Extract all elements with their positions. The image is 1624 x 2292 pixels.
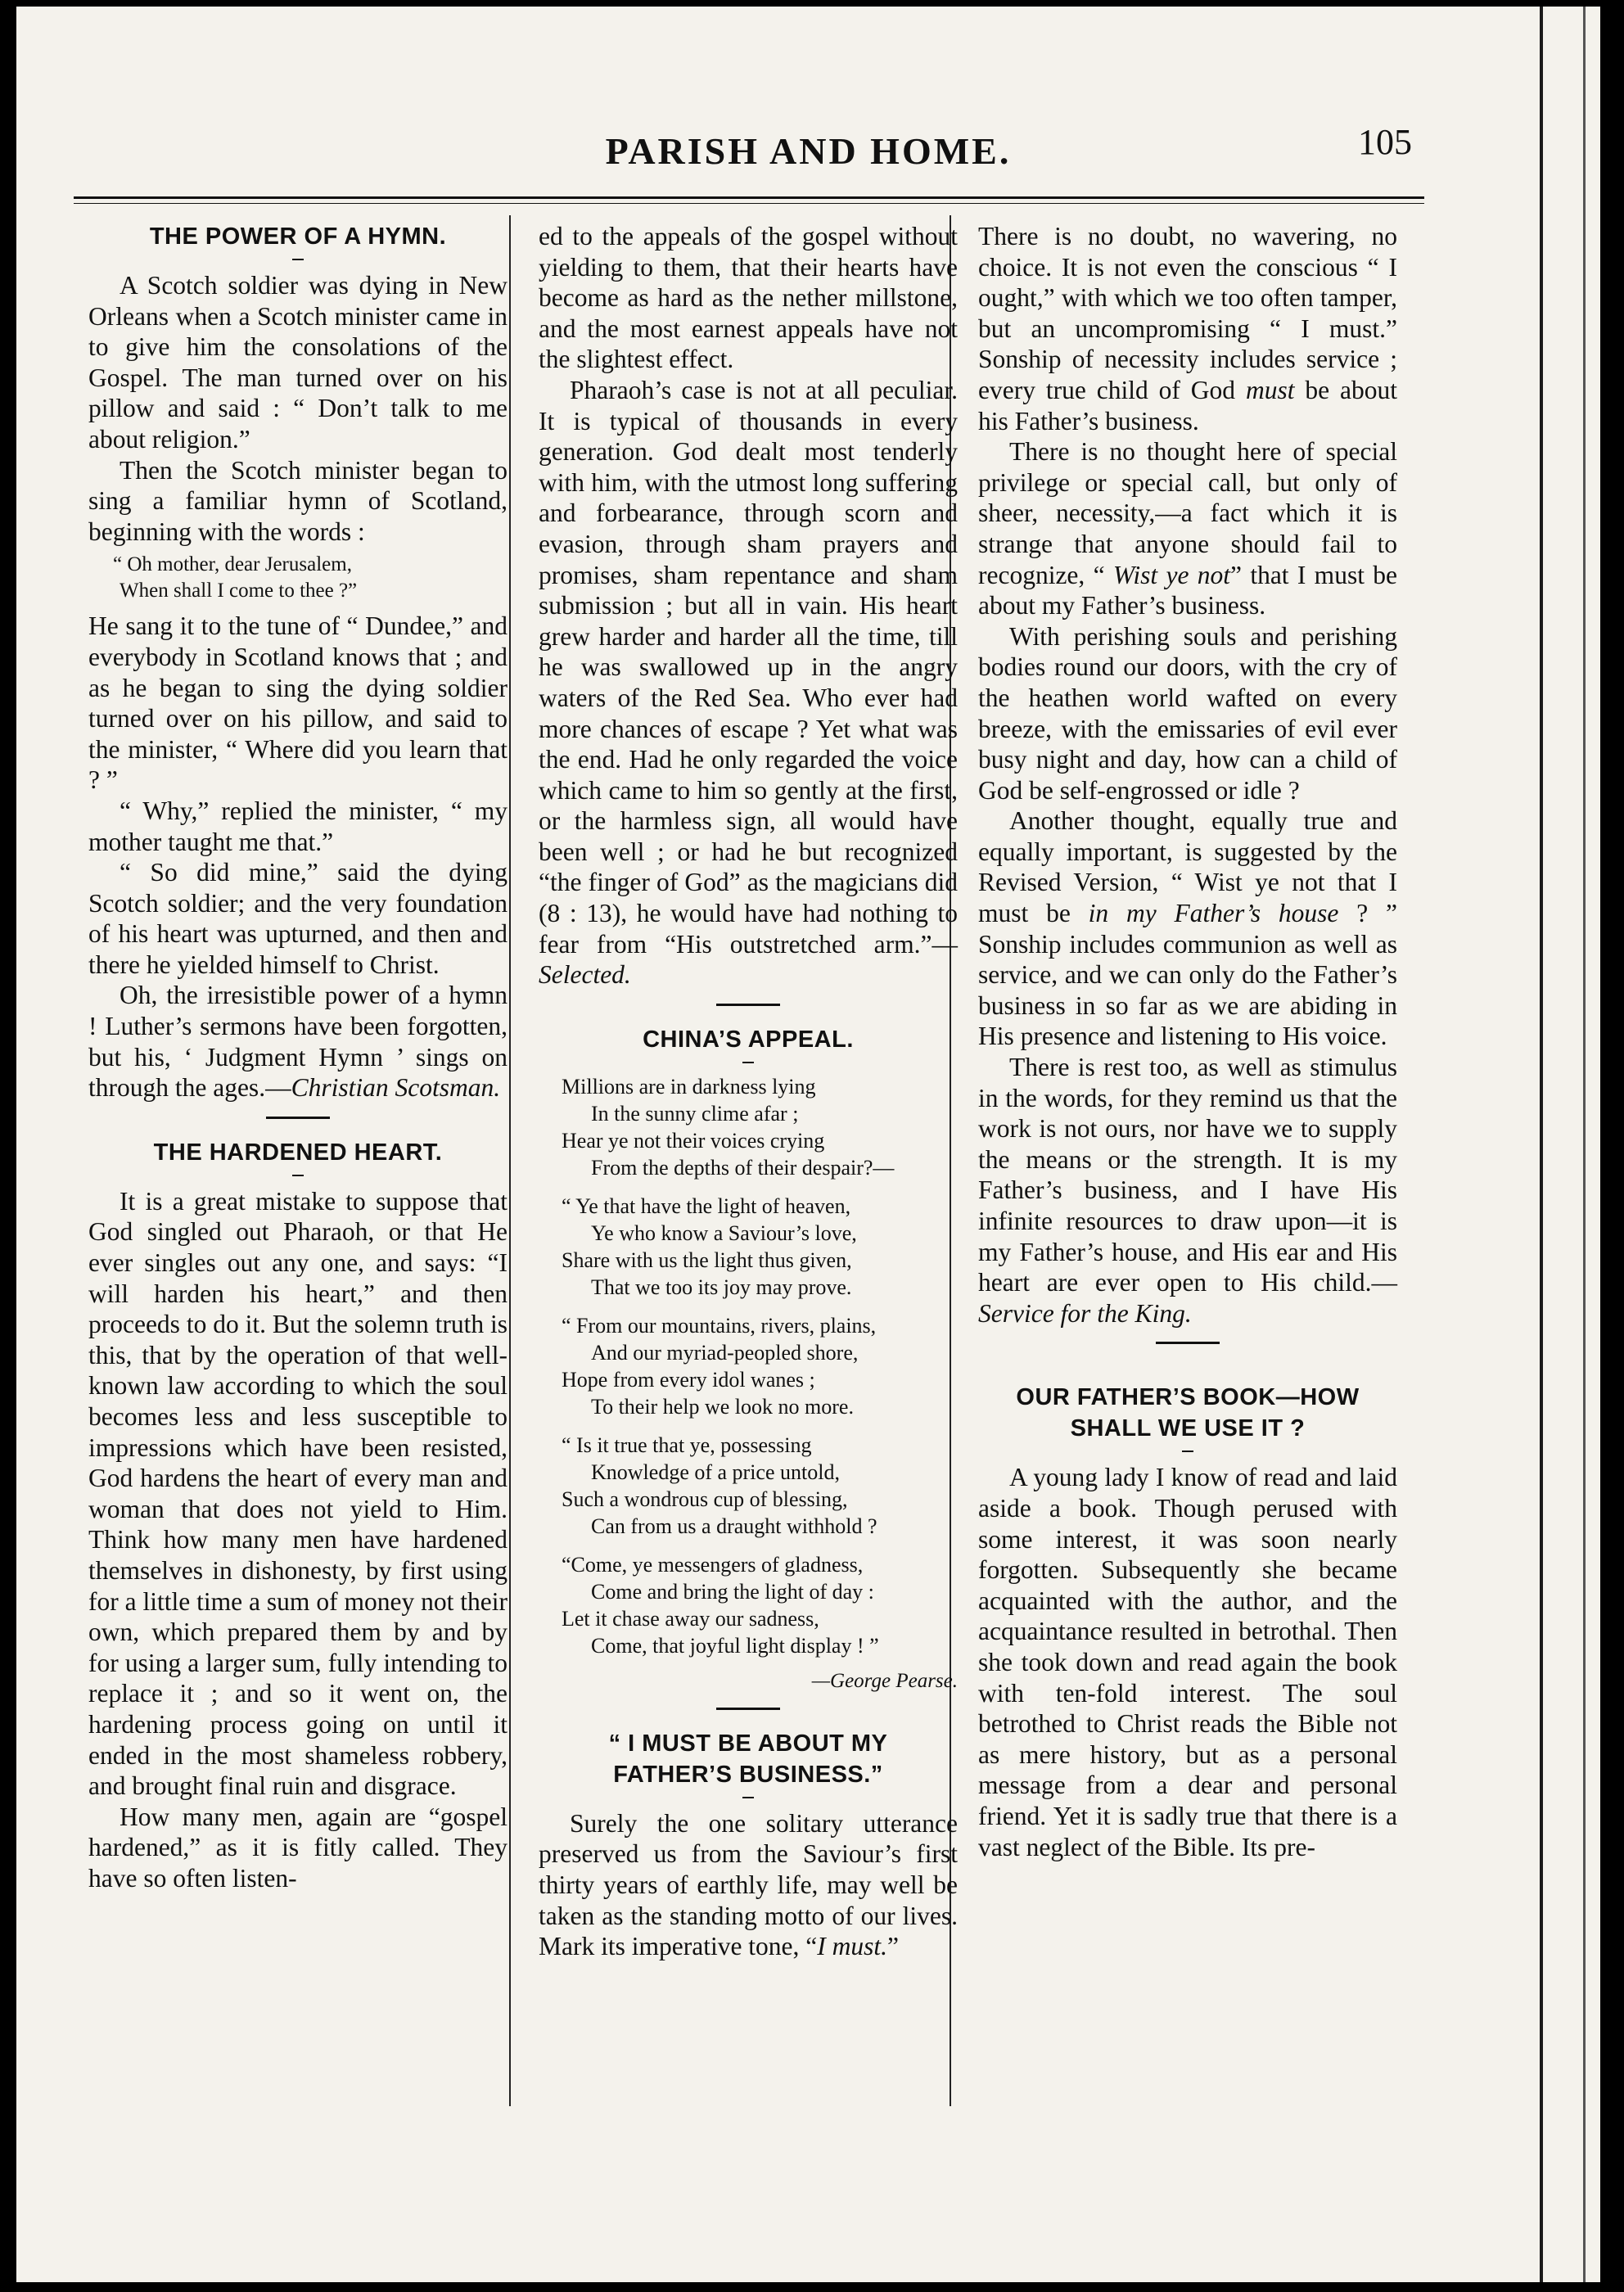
poem-line: Can from us a draught withhold ? — [591, 1514, 877, 1538]
poem-line: “ Ye that have the light of heaven, — [562, 1193, 851, 1218]
section-separator — [716, 1004, 780, 1006]
spacer — [978, 1362, 1397, 1382]
heading-dash — [742, 1062, 754, 1063]
paragraph — [539, 375, 958, 990]
emphasis: I must. — [817, 1932, 888, 1961]
paragraph-text: There is rest too, as well as stimulus in the words, for they remind us that the work is not ours, nor have we to supply the means or the strength. It is my Father’s business, and I have His infinite resources to draw upon—it is my Father’s house, and His ear and His heart are ever open to His child.— — [978, 1053, 1397, 1297]
paragraph: ed to the appeals of the gospel without yielding to them, that their hearts have become as hard as the nether millstone, and the most earnest appeals have not the slightest effect. — [539, 222, 958, 374]
paragraph — [978, 436, 1397, 621]
poem-line: To their help we look no more. — [591, 1394, 854, 1419]
paragraph-text: Oh, the irresistible power of a hymn ! Luther’s sermons have been forgotten, but his, ‘ Judgment Hymn ’ sings on through the ages.— — [88, 981, 508, 1103]
poem-line: Millions are in darkness lying — [562, 1074, 816, 1099]
poem-line: Such a wondrous cup of blessing, — [562, 1487, 848, 1511]
source-citation: Christian Scotsman. — [291, 1073, 501, 1103]
paragraph — [88, 980, 508, 1103]
page-number: 105 — [1358, 122, 1412, 162]
section-separator — [266, 1117, 330, 1119]
paragraph: “ Why,” replied the minister, “ my mother taught me that.” — [88, 796, 508, 856]
paragraph-text: be about his Father’s business. — [978, 375, 1397, 435]
poem-line: Come and bring the light of day : — [591, 1579, 874, 1604]
paragraph: With perishing souls and perishing bodies round our doors, with the cry of the heathen world wafted on every breeze, with the emissaries of evil ever busy night and day, how can a child of God be self-engrossed or idle ? — [978, 621, 1397, 805]
poem-line: “ From our mountains, rivers, plains, — [562, 1313, 877, 1338]
paragraph — [978, 805, 1397, 1052]
paragraph-text: There is no thought here of special privilege or special call, but only of sheer, necessity,—a fact which it is strange that anyone should fail to recognize, “ — [978, 437, 1397, 589]
poem-line: From the depths of their despair?— — [591, 1155, 895, 1180]
article-heading-hymn: THE POWER OF A HYMN. — [149, 223, 447, 250]
emphasis: Wist ye not — [1112, 560, 1231, 589]
quote-line: When shall I come to thee ?” — [120, 580, 358, 602]
paragraph: He sang it to the tune of “ Dundee,” and everybody in Scotland knows that ; and as he began to sing the dying soldier turned over on his pillow, and said to the minister, “ Where did you learn that ? ” — [88, 611, 508, 795]
paragraph — [539, 1808, 958, 1962]
page-edge-shadow — [1540, 7, 1543, 2282]
poem-line: “Come, ye messengers of gladness, — [562, 1552, 864, 1577]
paragraph-text: Pharaoh’s case is not at all peculiar. It is typical of thousands in every generation. God dealt most tenderly with him, with the utmost long suffering and forbearance, through scorn and evasion, through sham prayers and promises, sham repentance and sham submission ; but all in vain. His heart grew harder and harder all the time, till he was swallowed up in the angry waters of the Red Sea. Who ever had more chances of escape ? Yet what was the end. Had he only regarded the voice which came to him so gently at the first, or the harmless sign, all would have been well ; or had he but recognized “the finger of God” as the magicians did (8 : 13), he would have had nothing to fear from “His outstretched arm.”— — [539, 375, 958, 959]
page-header — [16, 122, 1600, 178]
heading-dash — [292, 259, 304, 260]
paragraph: A young lady I know of read and laid aside a book. Though perused with some interest, it was soon nearly forgotten. Subsequently she became acquainted with the author, and the acquaintance resulted in betrothal. Then she took down and read again the book with ten-fold interest. The soul betrothed to Christ reads the Bible not as mere history, but as a personal message from a dear and personal friend. Yet it is sadly true that there is a vast neglect of the Bible. Its pre- — [978, 1463, 1397, 1861]
poem-line: “ Is it true that ye, possessing — [562, 1432, 812, 1457]
poem — [539, 1073, 958, 1694]
heading-line: FATHER’S BUSINESS.” — [613, 1761, 883, 1788]
column-divider-1 — [509, 215, 511, 2106]
heading-line: OUR FATHER’S BOOK—HOW — [1016, 1384, 1360, 1411]
paragraph-text: There is no doubt, no wavering, no choice. It is not even the conscious “ I ought,” with which we too often tamper, but an uncompromising “ I must.” Sonship of necessity includes service ; every true child of God — [978, 222, 1397, 404]
column-3 — [978, 221, 1397, 1862]
poem-stanza — [562, 1551, 958, 1659]
page-edge-line — [1583, 7, 1586, 2282]
header-rule-thin — [74, 203, 1424, 204]
paragraph — [978, 221, 1397, 436]
section-separator — [716, 1708, 780, 1710]
paragraph-text: ? ” Sonship includes communion as well as service, and we can only do the Father’s business in so far as we are abiding in His presence and listening to His voice. — [978, 899, 1398, 1051]
poem-line: Ye who know a Saviour’s love, — [591, 1220, 857, 1245]
poem-line: Knowledge of a price untold, — [591, 1460, 840, 1484]
paragraph-text: ” that I must be about my Father’s business. — [978, 560, 1397, 620]
hymn-quote — [113, 552, 508, 604]
poem-line: Hear ye not their voices crying — [562, 1128, 825, 1153]
column-1 — [88, 221, 508, 1894]
poem-line: Share with us the light thus given, — [562, 1248, 852, 1272]
heading-line: “ I MUST BE ABOUT MY — [608, 1730, 888, 1757]
paragraph — [978, 1052, 1397, 1329]
emphasis: must — [1245, 375, 1295, 404]
article-heading-business — [539, 1728, 958, 1790]
poem-attribution: —George Pearse. — [811, 1669, 958, 1692]
section-separator — [1156, 1342, 1220, 1344]
paragraph-text: Surely the one solitary utterance preserved us from the Saviour’s first thirty years of earthly life, may well be taken as the standing motto of our lives. Mark its imperative tone, “ — [539, 1808, 958, 1961]
scanned-page — [16, 7, 1600, 2282]
article-heading-book — [978, 1382, 1397, 1444]
poem-line: Let it chase away our sadness, — [562, 1606, 819, 1631]
poem-stanza — [562, 1073, 958, 1181]
heading-line: SHALL WE USE IT ? — [1070, 1415, 1306, 1442]
source-citation: Selected. — [539, 960, 631, 990]
quote-line: “ Oh mother, dear Jerusalem, — [113, 553, 352, 576]
source-citation: Service for the King. — [978, 1298, 1192, 1328]
poem-line: Hope from every idol wanes ; — [562, 1367, 815, 1392]
heading-dash — [742, 1797, 754, 1798]
poem-stanza — [562, 1432, 958, 1540]
paragraph: A Scotch soldier was dying in New Orleans when a Scotch minister came in to give him the consolations of the Gospel. The man turned over on his pillow and said : “ Don’t talk to me about religion.” — [88, 271, 508, 453]
poem-stanza — [562, 1193, 958, 1301]
poem-line: In the sunny clime afar ; — [591, 1101, 799, 1126]
article-heading-hardened: THE HARDENED HEART. — [153, 1139, 443, 1166]
paragraph-text: ” — [887, 1932, 900, 1961]
column-2 — [539, 221, 958, 1962]
article-heading-china: CHINA’S APPEAL. — [643, 1026, 854, 1053]
emphasis: in my Father’s house — [1088, 899, 1339, 928]
poem-stanza — [562, 1312, 958, 1420]
poem-line: Come, that joyful light display ! ” — [591, 1633, 879, 1658]
paragraph: It is a great mistake to suppose that God singled out Pharaoh, or that He ever singles out any one, and says: “I will harden his heart,” and then proceeds to do it. But the solemn truth is this, that by the operation of that well-known law according to which the soul becomes less and less susceptible to impressions which have been resisted, God hardens the heart of every man and woman that does not yield to Him. Think how many men have hardened themselves in dishonesty, by first using for a little time a sum of money not their own, which prepared them by and by for using a larger sum, fully intending to replace it ; and so it went on, the hardening process going on until it ended in the most shameless robbery, and brought final ruin and disgrace. — [88, 1186, 508, 1801]
paragraph-text: Another thought, equally true and equally important, is suggested by the Revised Version, “ Wist ye not that I must be — [978, 806, 1397, 928]
paragraph: How many men, again are “gospel hardened,” as it is fitly called. They have so often listen- — [88, 1802, 508, 1893]
paragraph: “ So did mine,” said the dying Scotch soldier; and the very foundation of his heart was upturned, and then and there he yielded himself to Christ. — [88, 858, 508, 979]
heading-dash — [292, 1175, 304, 1176]
header-rule-thick — [74, 196, 1424, 199]
paragraph: Then the Scotch minister began to sing a familiar hymn of Scotland, beginning with the words : — [88, 455, 508, 546]
running-title: PARISH AND HOME. — [605, 130, 1012, 172]
poem-line: That we too its joy may prove. — [591, 1275, 852, 1299]
heading-dash — [1182, 1451, 1193, 1452]
poem-line: And our myriad-peopled shore, — [591, 1340, 859, 1365]
